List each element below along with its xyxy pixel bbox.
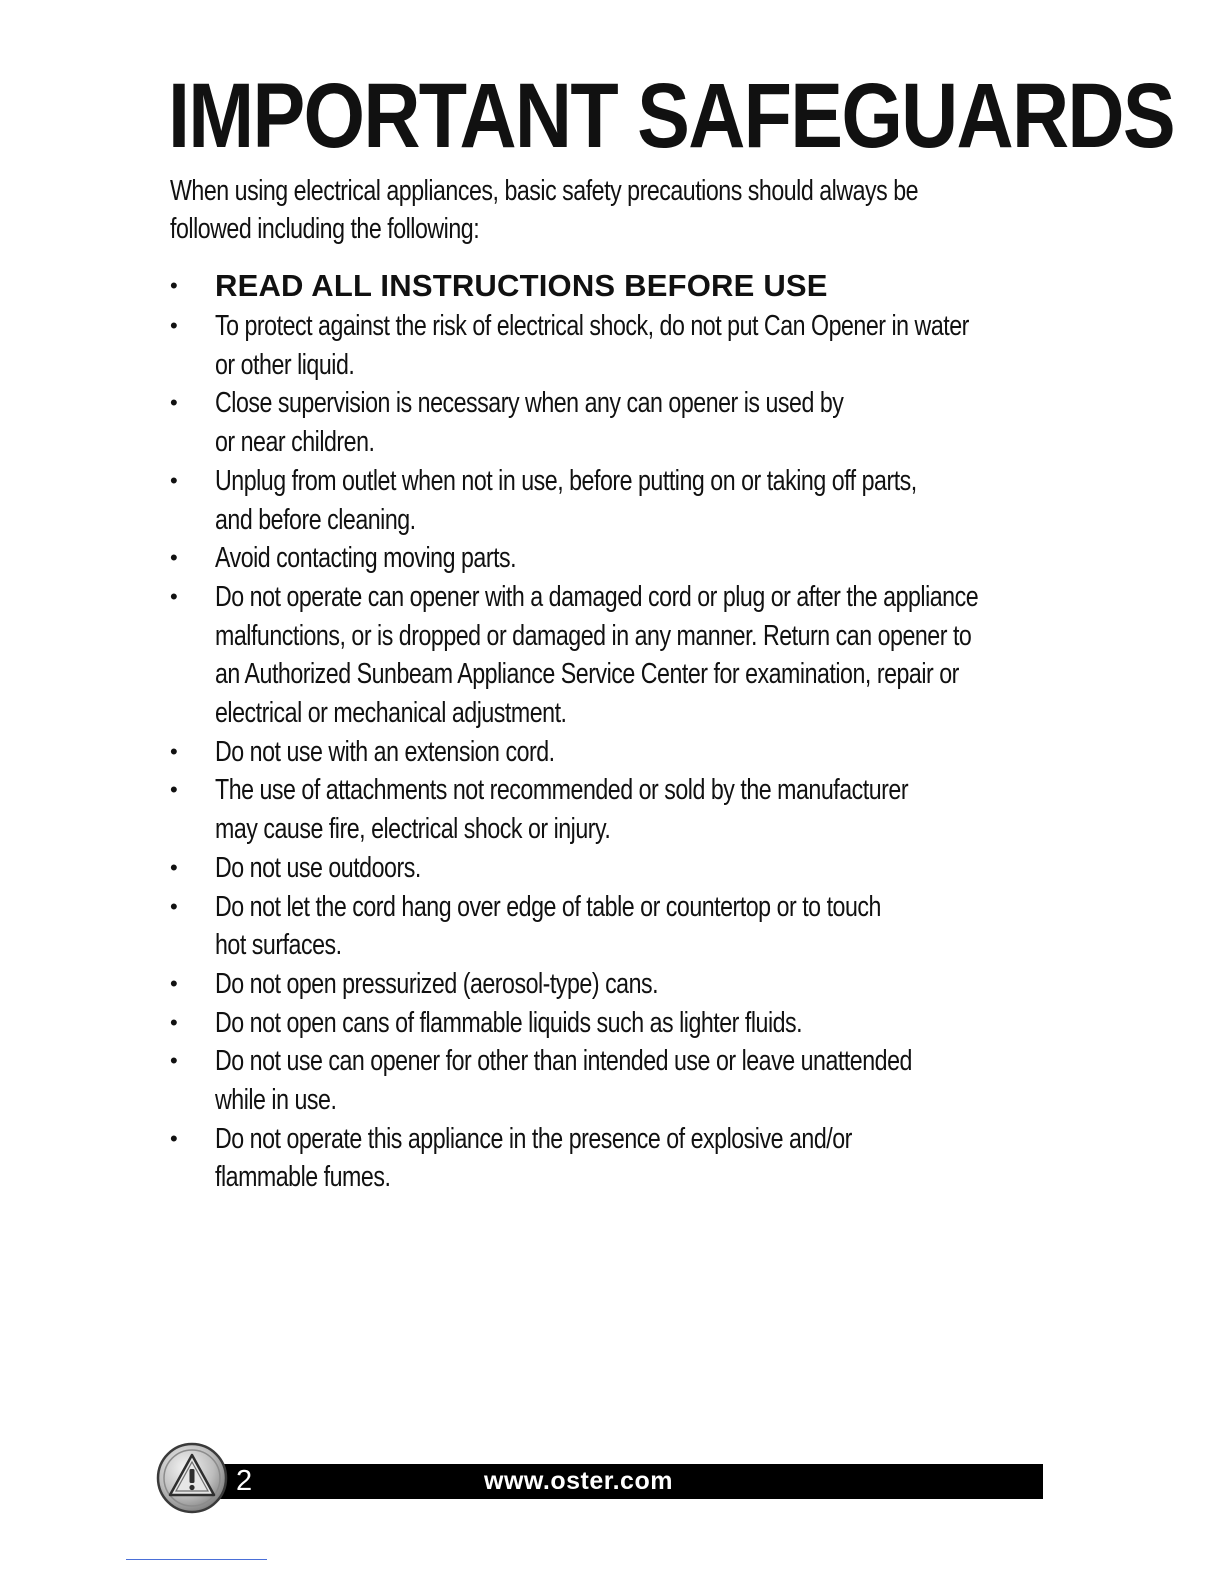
- safeguard-text: [215, 771, 1015, 848]
- safeguard-text-line: or near children.: [215, 426, 375, 459]
- safeguard-item: [168, 733, 1068, 772]
- safeguard-list: [168, 266, 1068, 1197]
- bullet: •: [170, 390, 178, 416]
- page-title: IMPORTANT SAFEGUARDS: [168, 65, 1174, 167]
- bullet: •: [170, 777, 178, 803]
- safeguard-text-line: Do not operate can opener with a damaged cord or plug or after the appliance: [215, 580, 979, 613]
- safeguard-item: [168, 307, 1068, 384]
- bullet: •: [170, 893, 178, 919]
- safeguard-item: [168, 771, 1068, 848]
- bullet: •: [170, 1009, 178, 1035]
- safeguard-item: [168, 384, 1068, 461]
- safeguard-item: [168, 1120, 1068, 1197]
- safeguard-text-line: The use of attachments not recommended or sold by the manufacturer: [215, 774, 909, 807]
- safeguard-text-line: flammable fumes.: [215, 1161, 391, 1194]
- safeguard-item: [168, 965, 1068, 1004]
- bullet: •: [170, 738, 178, 764]
- safeguard-text: [215, 578, 1015, 733]
- bullet: •: [170, 583, 178, 609]
- bullet: •: [170, 854, 178, 880]
- bullet: •: [170, 1125, 178, 1151]
- bullet: •: [170, 467, 178, 493]
- safeguard-item: [168, 462, 1068, 539]
- website-url: www.oster.com: [484, 1467, 673, 1495]
- safeguard-text-line: or other liquid.: [215, 348, 355, 381]
- safeguard-text-line: and before cleaning.: [215, 503, 416, 536]
- read-instructions-heading: READ ALL INSTRUCTIONS BEFORE USE: [215, 268, 828, 303]
- safeguard-text: [215, 307, 1015, 384]
- safeguard-text-line: malfunctions, or is dropped or damaged in any manner. Return can opener to: [215, 619, 972, 652]
- footer-bar: [196, 1464, 1043, 1499]
- safeguard-item: [168, 888, 1068, 965]
- safeguard-text: [215, 384, 1015, 461]
- safeguard-text-line: Do not let the cord hang over edge of table or countertop or to touch: [215, 890, 881, 923]
- bullet: •: [170, 970, 178, 996]
- safeguard-text-line: an Authorized Sunbeam Appliance Service Center for examination, repair or: [215, 658, 959, 691]
- safeguard-text: [215, 849, 1015, 888]
- safeguard-text-line: Do not use can opener for other than intended use or leave unattended: [215, 1045, 912, 1078]
- intro-paragraph: [170, 172, 919, 248]
- safeguard-text-line: hot surfaces.: [215, 929, 342, 962]
- safeguard-text-line: electrical or mechanical adjustment.: [215, 697, 567, 730]
- safeguard-text: [215, 539, 1015, 578]
- safeguard-text: [215, 733, 1015, 772]
- intro-line: followed including the following:: [170, 213, 480, 245]
- safeguard-text: [215, 462, 1015, 539]
- safeguard-text: [215, 1120, 1015, 1197]
- page-number: 2: [236, 1465, 253, 1497]
- safeguard-text-line: To protect against the risk of electrical shock, do not put Can Opener in water: [215, 310, 969, 342]
- safeguard-text-line: may cause fire, electrical shock or injury.: [215, 813, 611, 846]
- safeguard-text: [215, 965, 1015, 1004]
- safeguard-text-line: Close supervision is necessary when any can opener is used by: [215, 387, 844, 420]
- safeguard-item: [168, 849, 1068, 888]
- safeguard-item: [168, 539, 1068, 578]
- intro-line: When using electrical appliances, basic safety precautions should always be: [170, 175, 919, 207]
- safeguard-text-line: Do not use outdoors.: [215, 851, 421, 884]
- safeguard-text-line: Do not operate this appliance in the presence of explosive and/or: [215, 1122, 852, 1155]
- bullet: •: [170, 1048, 178, 1074]
- safeguard-item-lead: [168, 266, 1068, 306]
- safeguard-text: [215, 1004, 1015, 1043]
- safeguard-text: [215, 1042, 1015, 1119]
- bottom-rule: [126, 1559, 267, 1560]
- safeguard-text-line: while in use.: [215, 1084, 337, 1117]
- safeguard-text-line: Do not use with an extension cord.: [215, 735, 555, 768]
- safeguard-item: [168, 1042, 1068, 1119]
- warning-triangle-icon: [156, 1442, 228, 1514]
- safeguard-text-line: Do not open cans of flammable liquids such as lighter fluids.: [215, 1006, 803, 1039]
- bullet: •: [170, 313, 178, 338]
- safeguard-text-line: Unplug from outlet when not in use, before putting on or taking off parts,: [215, 464, 917, 497]
- safeguard-text-line: Do not open pressurized (aerosol-type) cans.: [215, 967, 659, 1000]
- bullet: •: [170, 273, 178, 298]
- safeguard-text-line: Avoid contacting moving parts.: [215, 542, 517, 575]
- bullet: •: [170, 545, 178, 571]
- safeguard-item: [168, 1004, 1068, 1043]
- safeguard-text: [215, 888, 1015, 965]
- safeguard-item: [168, 578, 1068, 733]
